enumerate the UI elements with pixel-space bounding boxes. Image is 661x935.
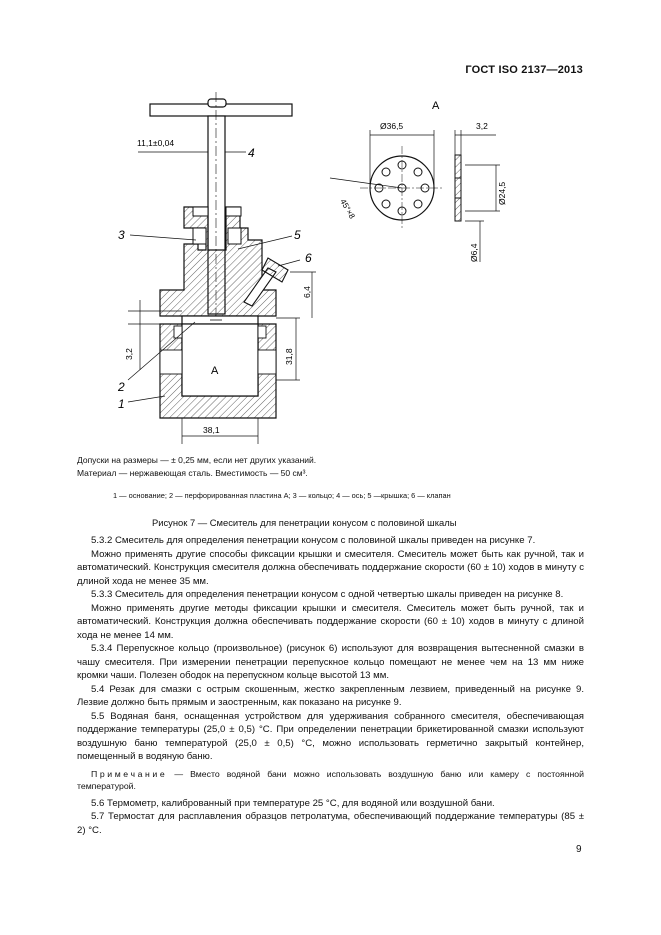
figure-legend: 1 — основание; 2 — перфорированная пластина А; 3 — кольцо; 4 — ось; 5 —крышка; 6 — клапан bbox=[113, 491, 451, 500]
paragraph-533: 5.3.3 Смеситель для определения пенетрации конусом с одной четвертью шкалы приведен на рисунке 8. bbox=[91, 589, 564, 600]
paragraph-54: 5.4 Резак для смазки с острым скошенным, жестко закрепленным лезвием, приведенный на рисунке 9. Лезвие должно быть прямым и заостренным, как показано на рисунке 9. bbox=[77, 683, 584, 708]
handle bbox=[150, 99, 292, 116]
body-text bbox=[77, 534, 584, 837]
view-a-label: A bbox=[432, 100, 440, 112]
dim-holes: 45°×8 bbox=[338, 197, 357, 221]
dim-hole-circle: Ø24,5 bbox=[497, 181, 507, 205]
note-label: Примечание bbox=[91, 768, 168, 779]
plate-side-view bbox=[455, 155, 461, 221]
dim-height-b: 31,8 bbox=[284, 348, 294, 365]
paragraph-532: 5.3.2 Смеситель для определения пенетрации конусом с половиной шкалы приведен на рисунке 7. bbox=[91, 535, 536, 546]
figure-caption: Рисунок 7 — Смеситель для пенетрации конусом с половиной шкалы bbox=[152, 517, 457, 528]
callout-4: 4 bbox=[248, 146, 255, 160]
document-header: ГОСТ ISO 2137—2013 bbox=[465, 64, 583, 76]
dim-hole: Ø6,4 bbox=[469, 243, 479, 262]
paragraph-534: 5.3.4 Перепускное кольцо (произвольное) (рисунок 6) используют для возвращения вытесненной смазки в чашу смесителя. При измерении пенетрации перепускное кольцо помещают не менее чем на 13 мм ниже кромки чаши. Полезен ободок на перепускном кольце высотой 13 мм. bbox=[77, 643, 584, 681]
callout-2: 2 bbox=[118, 380, 125, 394]
callout-3: 3 bbox=[118, 228, 125, 242]
paragraph-55: 5.5 Водяная баня, оснащенная устройством для удерживания собранного смесителя, обеспечивающая поддержание температуры (25,0 ± 0,5) °С. При определении пенетрации брикетированной смазки используют воздушную баню температурой (25,0 ± 0,5) °С, можно использовать герметично закрытый контейнер, помещенный в водяную баню. bbox=[77, 710, 584, 762]
note-text: — Вместо водяной бани можно использовать воздушную баню или камеру с постоянной температурой. bbox=[77, 768, 584, 791]
note-paragraph bbox=[77, 768, 584, 792]
section-a-label: A bbox=[211, 365, 219, 377]
note-material: Материал — нержавеющая сталь. Вместимость — 50 см³. bbox=[77, 468, 308, 478]
dim-left-height: 3,2 bbox=[124, 348, 134, 360]
paragraph-57: 5.7 Термостат для расплавления образцов петролатума, обеспечивающий поддержание температуры (85 ± 2) °С. bbox=[77, 811, 584, 836]
paragraph-56: 5.6 Термометр, калиброванный при температуре 25 °С, для водяной или воздушной бани. bbox=[91, 797, 495, 809]
dim-bolt: 11,1±0,04 bbox=[137, 138, 175, 148]
callout-5: 5 bbox=[294, 228, 301, 242]
dim-plate-diameter: Ø36,5 bbox=[380, 121, 404, 131]
note-tolerance: Допуски на размеры — ± 0,25 мм, если нет других указаний. bbox=[77, 455, 317, 465]
page-number: 9 bbox=[576, 844, 582, 855]
dim-base-width: 38,1 bbox=[203, 425, 220, 435]
dim-plate-thickness: 3,2 bbox=[476, 121, 488, 131]
dim-height-a: 6,4 bbox=[302, 286, 312, 298]
callout-6: 6 bbox=[305, 251, 312, 265]
callout-1: 1 bbox=[118, 397, 125, 411]
paragraph-532-detail: Можно применять другие способы фиксации крышки и смесителя. Смеситель может быть как ручной, так и автоматический. Конструкция смесителя должна обеспечивать поддержание скорости (60 ± 10) ходов в минуту с длиной хода не менее 35 мм. bbox=[77, 548, 584, 587]
paragraph-533-detail: Можно применять другие методы фиксации крышки и смесителя. Смеситель может быть ручной, так и автоматический. Конструкция должна обеспечивать поддержание скорости (60 ± 10) ходов в минуту с длиной хода не менее 14 мм. bbox=[77, 602, 584, 641]
